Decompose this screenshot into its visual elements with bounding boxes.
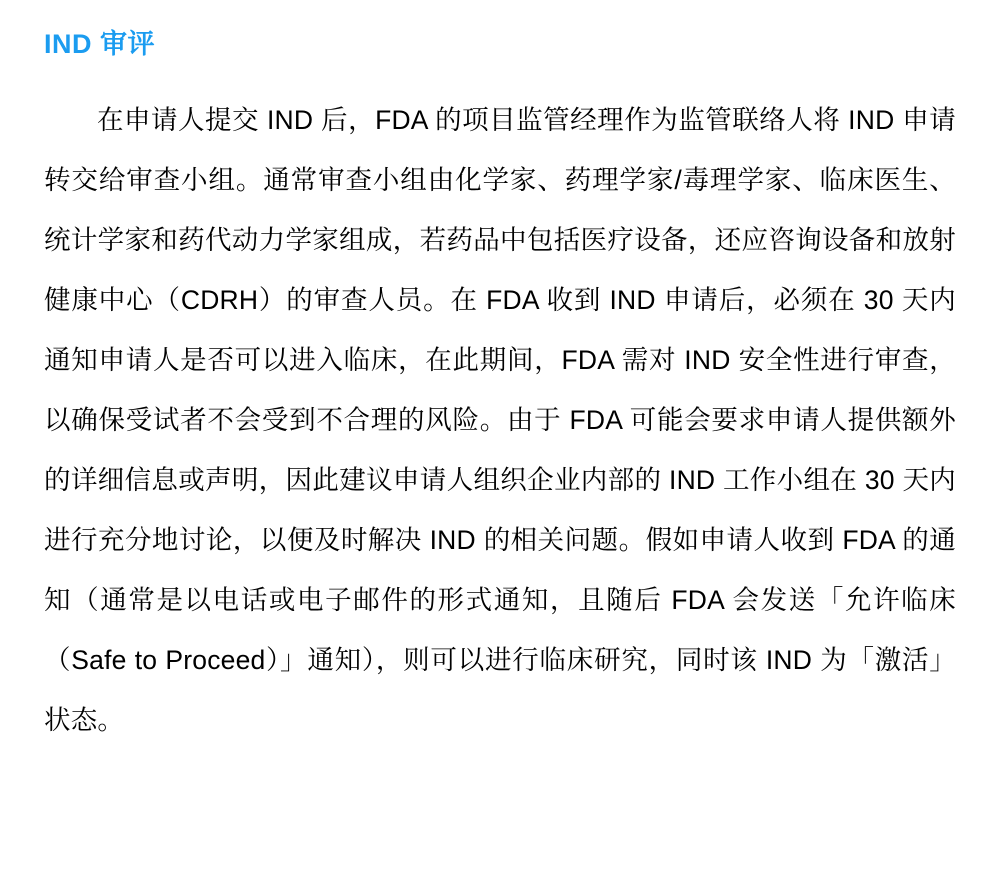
page-title: IND 审评: [44, 29, 155, 59]
body-paragraph: 在申请人提交 IND 后，FDA 的项目监管经理作为监管联络人将 IND 申请转交给审查小组。通常审查小组由化学家、药理学家/毒理学家、临床医生、统计学家和药代动力学家组成，若药品中包括医疗设备，还应咨询设备和放射健康中心（CDRH）的审查人员。在 FDA 收到 IND 申请后，必须在 30 天内通知申请人是否可以进入临床，在此期间，FDA 需对 IND 安全性进行审查，以确保受试者不会受到不合理的风险。由于 FDA 可能会要求申请人提供额外的详细信息或声明，因此建议申请人组织企业内部的 IND 工作小组在 30 天内进行充分地讨论，以便及时解决 IND 的相关问题。假如申请人收到 FDA 的通知（通常是以电话或电子邮件的形式通知，且随后 FDA 会发送「允许临床（Safe to Proceed）」通知），则可以进行临床研究，同时该 IND 为「激活」状态。: [44, 105, 956, 736]
